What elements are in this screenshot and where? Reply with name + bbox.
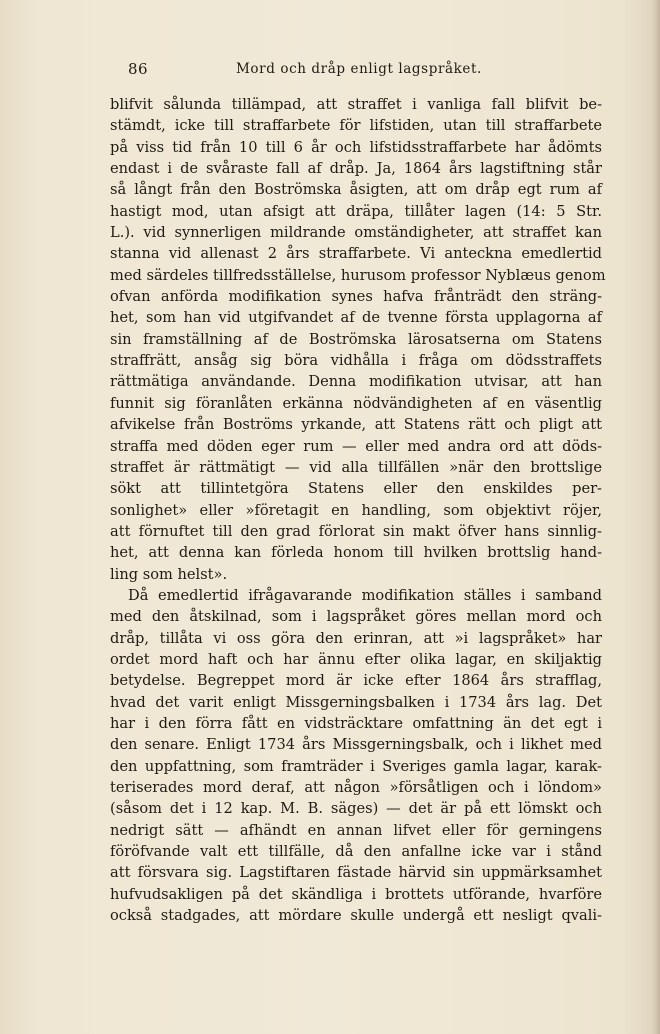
text-line: straffet är rättmätigt — vid alla tillfällen »när den brottslige [110, 458, 602, 476]
text-line: betydelse. Begreppet mord är icke efter 1864 års strafflag, [110, 672, 602, 690]
text-line: funnit sig föranlåten erkänna nödvändigheten af en väsentlig [110, 394, 602, 412]
text-line: sonlighet» eller »företagit en handling, som objektivt röjer, [110, 501, 602, 519]
text-line: sökt att tillintetgöra Statens eller den enskildes per- [110, 480, 602, 498]
paragraph-end-line: ling som helst». [110, 565, 228, 583]
text-line: hvad det varit enligt Missgerningsbalken i 1734 års lag. Det [110, 693, 602, 711]
text-line: den uppfattning, som framträder i Sveriges gamla lagar, karak- [110, 757, 602, 775]
text-line: också stadgades, att mördare skulle undergå ett nesligt qvali- [110, 907, 602, 925]
text-line: teriserades mord deraf, att någon »försåtligen och i löndom» [110, 779, 602, 796]
page-number: 86 [128, 60, 149, 78]
text-line: hastigt mod, utan afsigt att dräpa, tillåter lagen (14: 5 Str. [110, 202, 602, 220]
text-line: med särdeles tillfredsställelse, hurusom professor Nyblæus genom [110, 266, 606, 284]
text-line: med den åtskilnad, som i lagspråket göres mellan mord och [110, 608, 602, 626]
text-line: att förnuftet till den grad förlorat sin makt öfver hans sinnlig- [110, 522, 602, 540]
text-line: föröfvande valt ett tillfälle, då den anfallne icke var i stånd [110, 843, 602, 861]
body-text [110, 94, 606, 926]
text-line: har i den förra fått en vidsträcktare omfattning än det egt i [110, 714, 602, 732]
running-title: Mord och dråp enligt lagspråket. [236, 61, 482, 77]
text-line: stanna vid allenast 2 års straffarbete. Vi anteckna emedlertid [110, 245, 602, 263]
text-line: nedrigt sätt — afhändt en annan lifvet eller för gerningens [110, 821, 602, 839]
text-line: endast i de svåraste fall af dråp. Ja, 1864 års lagstiftning står [110, 160, 602, 178]
text-line: blifvit sålunda tillämpad, att straffet i vanliga fall blifvit be- [110, 96, 602, 113]
text-line: L.). vid synnerligen mildrande omständigheter, att straffet kan [110, 224, 602, 242]
text-line: hufvudsakligen på det skändliga i brottets utförande, hvarföre [110, 885, 602, 903]
text-line: på viss tid från 10 till 6 år och lifstidsstraffarbete har ådömts [110, 138, 602, 156]
text-line: (såsom det i 12 kap. M. B. säges) — det är på ett lömskt och [110, 800, 602, 818]
text-line: rättmätiga användande. Denna modifikation utvisar, att han [110, 373, 602, 391]
text-line: att försvara sig. Lagstiftaren fästade härvid sin uppmärksamhet [110, 864, 602, 882]
text-line: straffa med döden eger rum — eller med andra ord att döds- [110, 437, 602, 455]
text-line: den senare. Enligt 1734 års Missgerningsbalk, och i likhet med [110, 736, 602, 754]
text-line: ofvan anförda modifikation synes hafva frånträdt den sträng- [110, 288, 602, 306]
page-header [0, 58, 660, 84]
text-line: het, att denna kan förleda honom till hvilken brottslig hand- [110, 544, 602, 562]
text-line: dråp, tillåta vi oss göra den erinran, att »i lagspråket» har [110, 629, 602, 647]
page-edge-shadow [652, 0, 660, 1034]
text-line: sin framställning af de Boströmska lärosatserna om Statens [110, 330, 602, 348]
text-line: afvikelse från Boströms yrkande, att Statens rätt och pligt att [110, 416, 602, 434]
text-line: ordet mord haft och har ännu efter olika lagar, en skiljaktig [110, 650, 602, 668]
text-line: stämdt, icke till straffarbete för lifstiden, utan till straffarbete [110, 117, 602, 135]
paragraph-start-line: Då emedlertid ifrågavarande modifikation ställes i samband [128, 586, 602, 604]
text-line: het, som han vid utgifvandet af de tvenne första upplagorna af [110, 309, 602, 327]
text-line: så långt från den Boströmska åsigten, att om dråp egt rum af [110, 181, 602, 199]
text-line: straffrätt, ansåg sig böra vidhålla i fråga om dödsstraffets [110, 352, 602, 370]
